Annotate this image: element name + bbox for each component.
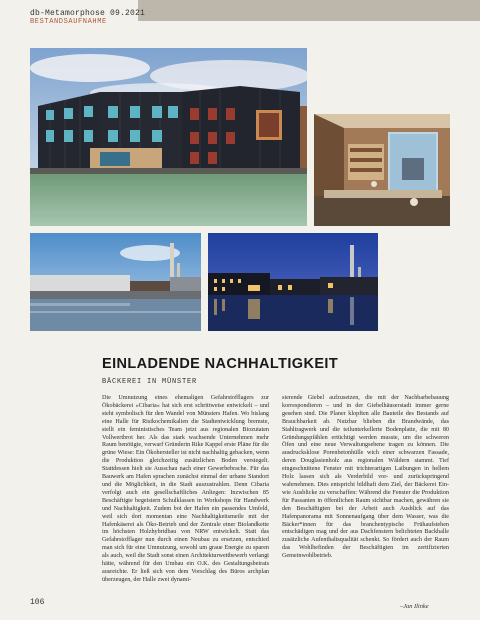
bakery-exterior-photo bbox=[30, 48, 307, 226]
magazine-issue: db-Metamorphose 09.2021 bbox=[30, 9, 146, 18]
page-number: 106 bbox=[30, 598, 45, 607]
harbour-night-photo bbox=[208, 233, 378, 331]
harbour-day-photo bbox=[30, 233, 201, 331]
body-paragraph-right: sierende Giebel aufzusetzen, die mit der Nachbarbebauung korrespondieren – und in der Giebelhäuserstadt immer gerne gesehen sind. Die Planer klopften alle Bauteile des Bestands auf Brauchbarkeit ab. Nutzbar blieben die Brandwände, das Stahltragwerk und die teilunterkellerte Bodenplatte, die mit 80 Gründungspfählen ertüchtigt werden musste, um die schweren Öfen und eine neue Verwaltungsebene tragen zu können. Die ausdrucksklose Porenbetonhülle wich einer schwarzen Fassade, deren Douglasienholz aus regionalen Wäldern stammt. Tief eingeschnittene Fenster mit trichterartigen Laibungen in hellem Holz lassen sich als Verderbild vor- und zurückspringend wahrnehmen. Dies entspricht bildhaft dem Ziel, der Bäckerei Ein- wie Ausblicke zu verschaffen: Während die Fenster die Produktion für Passanten in öffentlichen Raum sichtbar machen, gewähren sie den Beschäftigten bei der Arbeit auch Ausblick auf das Hafenpanorama mit Sonnenaufgang über dem Wasser, was die Bäcker*innen für das branchentypische Frühaufstehen entschädigen mag und der aus Dachfenstern belichteten Backhalle zusätzliche Aufenthaltsqualität schenkt. So fördert auch der Raum das Wohlbefinden der Beschäftigten im zertifizierten Gemeinwohlbetrieb. bbox=[282, 395, 449, 560]
article-body-left-column bbox=[102, 395, 269, 585]
body-paragraph-left: Die Umnutzung eines ehemaligen Gefahrstofflagers zur Ökobäckerei »Cibaria« hat sich erst schrittweise entwickelt – und steht symbolisch für den Wandel von Münsters Hafen. Wo bislang eine Halle für Risikochemikalien die Stadtentwicklung bremste, stellt ein feministisches Team jetzt aus regionalen Biozutaten Vollwertbrot her. Als das stark wachsende Unternehmen mehr Raum benötigte, verwarf Gründerin Rike Kappel erste Pläne für die grüne Wiese: Ein Ökohersteller ist nicht nachhaltig gebacken, wenn die Produktion gleichzeitig zusätzlichen Boden versiegelt. Stattdessen hielt sie Ausschau nach einer Gewerbebrache. Für das Bauwerk am Hafen sprachen zunächst einmal der urbane Standort und die Möglichkeit, in die Stadt auszustrahlen. Denn Cibaria verfolgt auch ein gesellschaftliches Anliegen: Inzwischen 85 Beschäftigte begeistern Schulklassen in Workshops für Handwerk und Nachhaltigkeit. Zudem bot der Hafen ein passendes Umfeld, weil sich dort momentan eine Nachhaltigkeitsmeile mit der Hafenkäserei als Öko-Betrieb und der Zentrale einer Biolandkette im höchsten Holzhybridbau von NRW entwickelt. Statt das Gefahrstofflager nun durch einen Neubau zu ersetzen, entschied man sich für eine Umnutzung, sowohl um graue Energie zu sparen als auch, weil die Stadt sonst einen Architekturwettbewerb verlangt hätte, während für den Umbau ein O.K. des Gestaltungsbeirats ausreichte. Er ließ sich von dem Vorschlag des Büros archplan überzeugen, der Halle zwei dynami- bbox=[102, 395, 269, 583]
bakery-interior-photo bbox=[314, 114, 450, 226]
section-label: BESTANDSAUFNAHME bbox=[30, 18, 107, 26]
header-grey-band bbox=[138, 0, 480, 21]
article-body-right-column bbox=[282, 395, 449, 561]
article-title: EINLADENDE NACHHALTIGKEIT bbox=[102, 356, 339, 372]
author-signature: –Jan Ilinke bbox=[400, 603, 429, 610]
article-subtitle: BÄCKEREI IN MÜNSTER bbox=[102, 378, 198, 386]
